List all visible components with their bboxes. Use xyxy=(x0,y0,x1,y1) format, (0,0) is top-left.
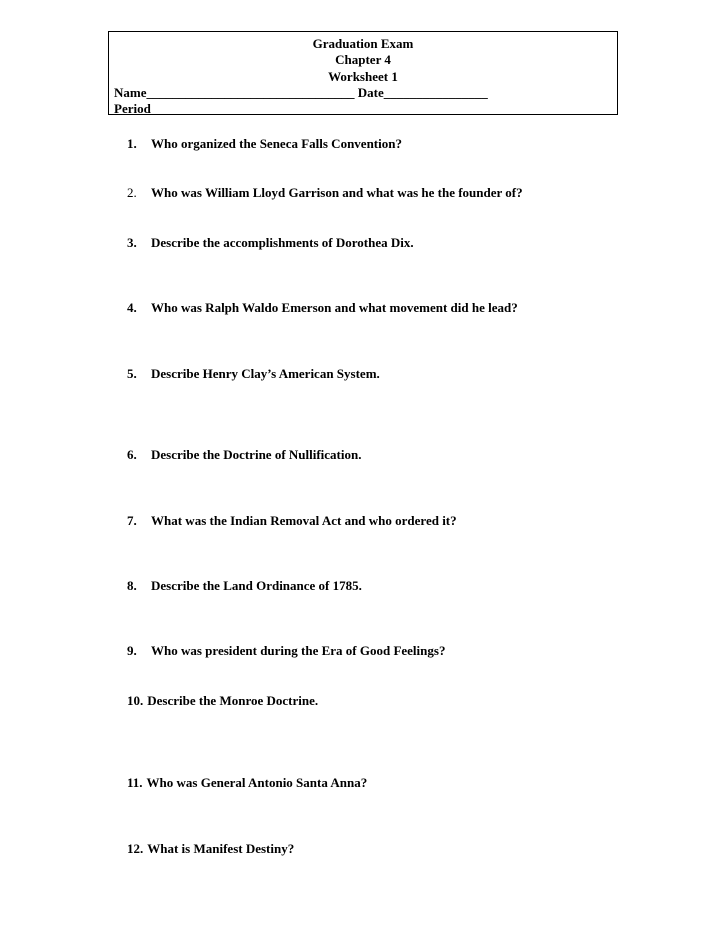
question-number: 9. xyxy=(127,643,137,658)
exam-title: Graduation Exam xyxy=(312,36,414,51)
question-text: Who was General Antonio Santa Anna? xyxy=(146,775,368,790)
question-2 xyxy=(127,185,523,201)
question-number: 6. xyxy=(127,447,137,462)
question-12 xyxy=(127,841,294,857)
question-number: 1. xyxy=(127,136,137,151)
question-number: 5. xyxy=(127,366,137,381)
worksheet-header xyxy=(108,31,618,115)
question-11 xyxy=(127,775,367,791)
question-number: 7. xyxy=(127,513,137,528)
question-text: Who was Ralph Waldo Emerson and what movement did he lead? xyxy=(151,300,518,315)
question-text: Who organized the Seneca Falls Convention? xyxy=(151,136,402,151)
question-text: Describe the Land Ordinance of 1785. xyxy=(151,578,362,593)
period-field[interactable]: Period________ xyxy=(114,101,203,116)
question-1 xyxy=(127,136,402,152)
question-number: 11. xyxy=(127,775,143,790)
question-text: Who was William Lloyd Garrison and what was he the founder of? xyxy=(151,185,523,200)
question-number: 10. xyxy=(127,693,144,708)
name-date-field[interactable]: Name________________________________ Date________________ xyxy=(114,85,488,100)
question-text: What is Manifest Destiny? xyxy=(147,841,295,856)
chapter-label: Chapter 4 xyxy=(335,52,391,67)
question-number: 4. xyxy=(127,300,137,315)
question-9 xyxy=(127,643,445,659)
question-10 xyxy=(127,693,318,709)
question-text: What was the Indian Removal Act and who ordered it? xyxy=(151,513,457,528)
question-6 xyxy=(127,447,361,463)
question-text: Describe the Doctrine of Nullification. xyxy=(151,447,362,462)
question-number: 2. xyxy=(127,185,137,200)
question-4 xyxy=(127,300,518,316)
question-number: 3. xyxy=(127,235,137,250)
question-number: 8. xyxy=(127,578,137,593)
question-text: Who was president during the Era of Good Feelings? xyxy=(151,643,446,658)
question-7 xyxy=(127,513,457,529)
question-text: Describe the accomplishments of Dorothea Dix. xyxy=(151,235,414,250)
question-5 xyxy=(127,366,380,382)
question-8 xyxy=(127,578,362,594)
question-text: Describe the Monroe Doctrine. xyxy=(147,693,319,708)
question-text: Describe Henry Clay’s American System. xyxy=(151,366,380,381)
question-3 xyxy=(127,235,414,251)
worksheet-label: Worksheet 1 xyxy=(328,69,398,84)
question-number: 12. xyxy=(127,841,144,856)
